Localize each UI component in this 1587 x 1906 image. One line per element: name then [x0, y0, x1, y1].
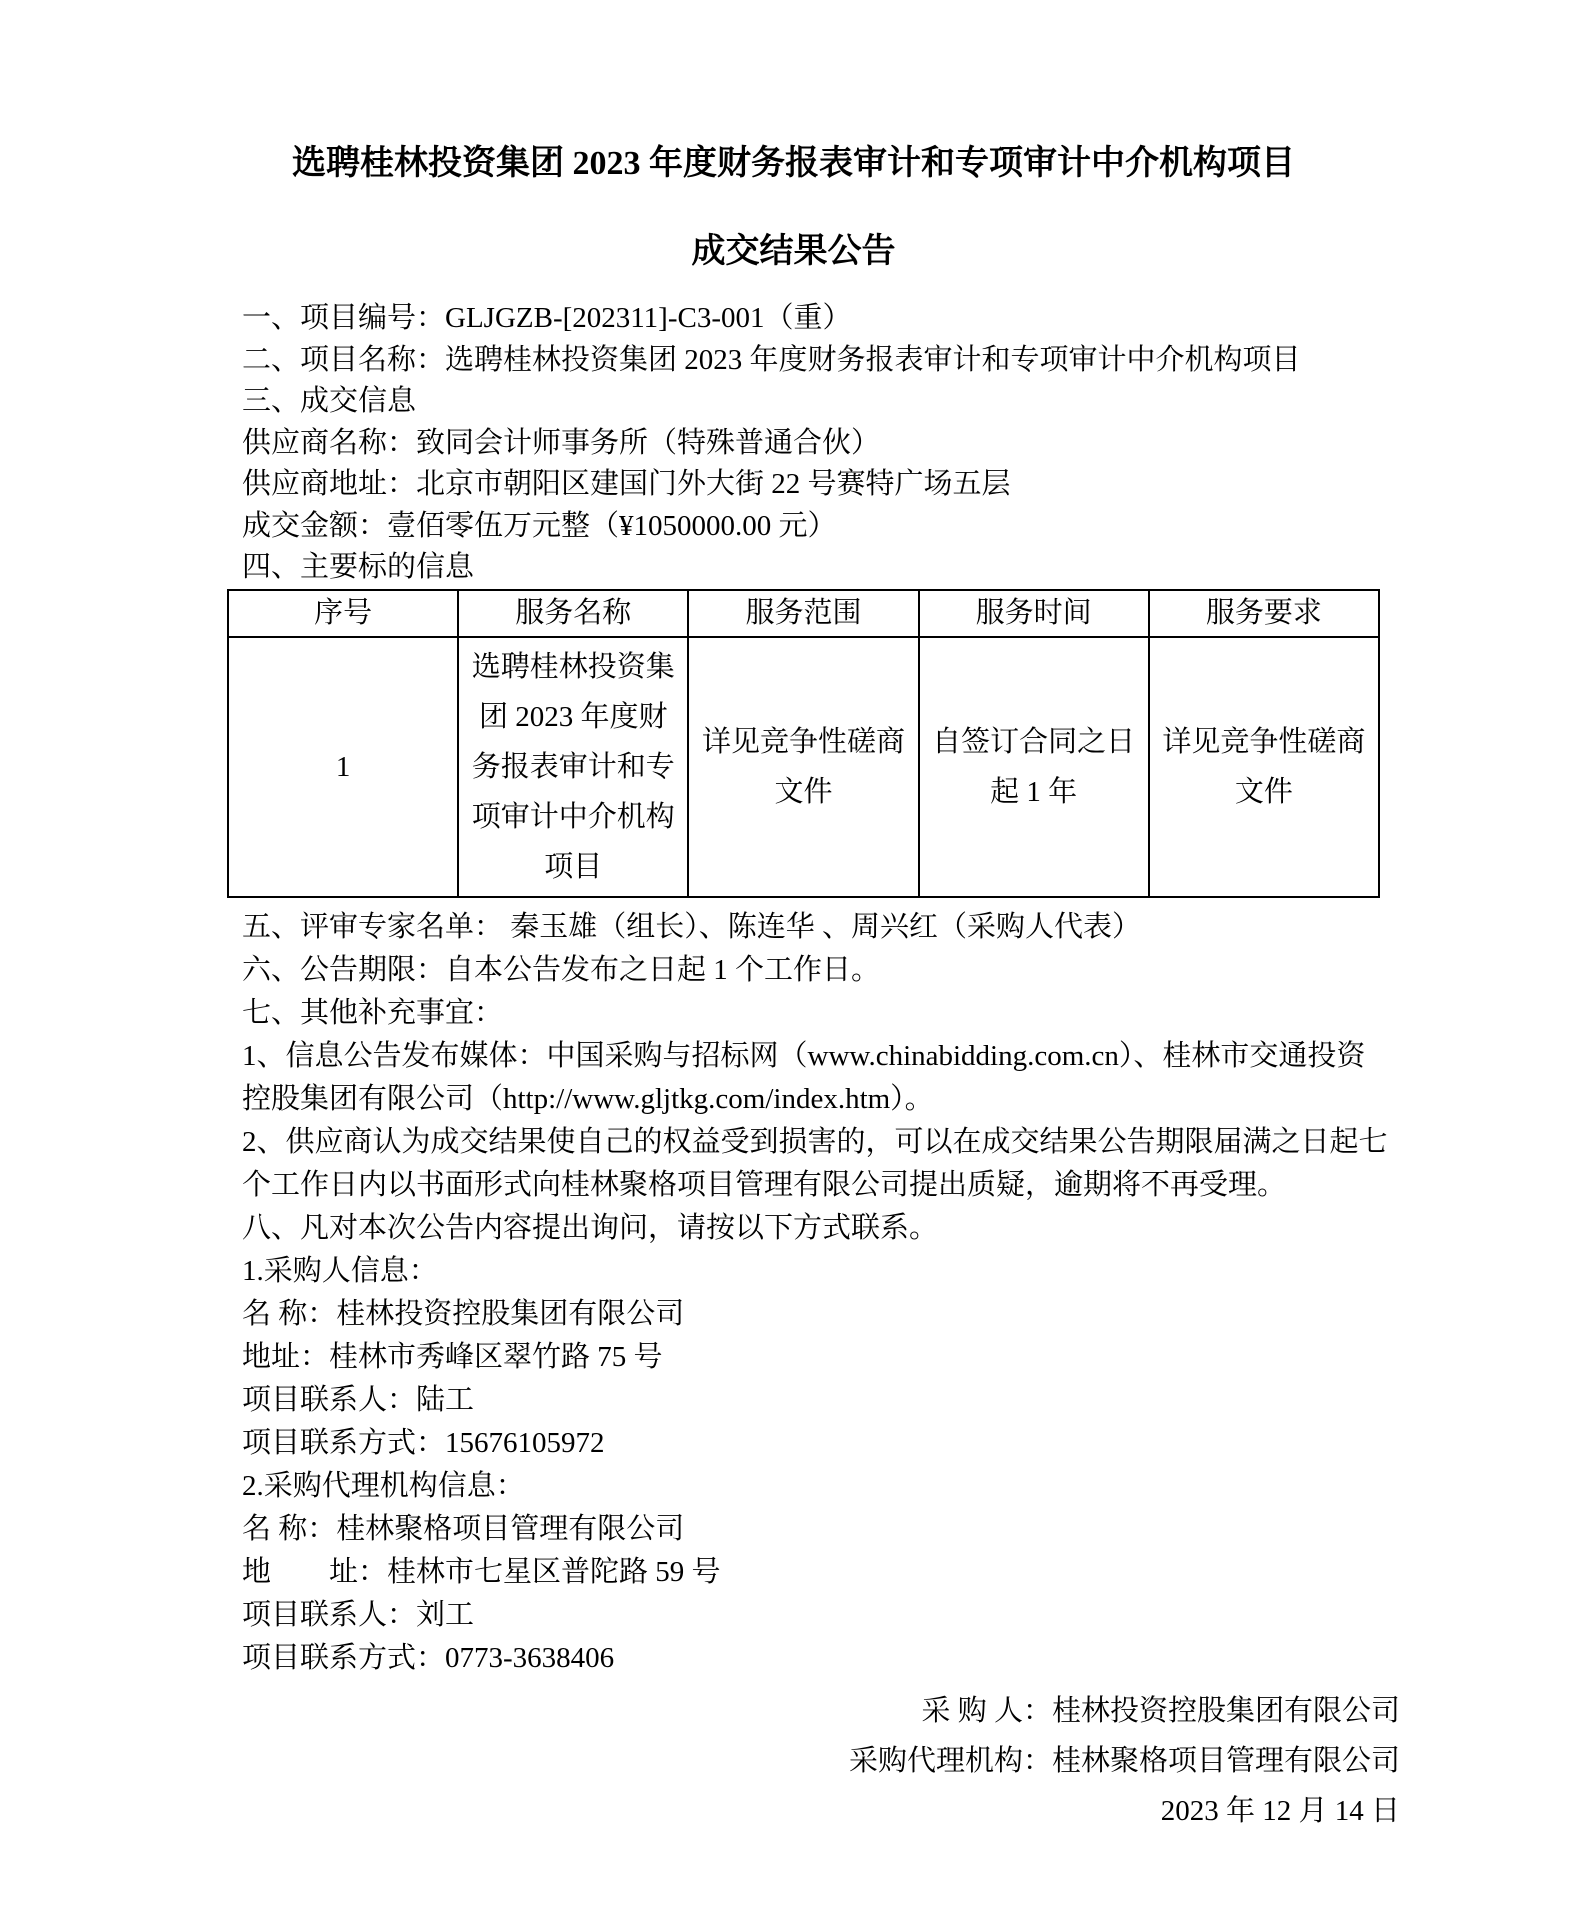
signature-block	[0, 1686, 1587, 1836]
paragraph-award-amount: 成交金额：壹佰零伍万元整（¥1050000.00 元）	[242, 509, 837, 542]
cell-seq: 1	[228, 637, 458, 897]
header-seq: 序号	[228, 590, 458, 637]
paragraph-experts: 五、评审专家名单： 秦玉雄（组长）、陈连华 、周兴红（采购人代表）	[242, 910, 1142, 943]
intro-section	[242, 298, 1437, 589]
signature-date: 2023 年 12 月 14 日	[1160, 1794, 1400, 1827]
cell-service-time: 自签订合同之日起 1 年	[919, 637, 1149, 897]
paragraph-main-items-heading: 四、主要标的信息	[242, 551, 475, 583]
header-service-time: 服务时间	[919, 590, 1149, 637]
header-service-requirements: 服务要求	[1149, 590, 1379, 637]
paragraph-buyer-name: 名 称：桂林投资控股集团有限公司	[242, 1297, 685, 1330]
paragraph-buyer-contact-phone: 项目联系方式：15676105972	[242, 1426, 605, 1459]
paragraph-supplier-name: 供应商名称：致同会计师事务所（特殊普通合伙）	[242, 426, 881, 459]
paragraph-project-name: 二、项目名称：选聘桂林投资集团 2023 年度财务报表审计和专项审计中介机构项目	[242, 343, 1301, 376]
paragraph-contact-heading: 八、凡对本次公告内容提出询问，请按以下方式联系。	[242, 1211, 939, 1244]
paragraph-supplementary-heading: 七、其他补充事宜：	[242, 996, 504, 1029]
paragraph-agency-name: 名 称：桂林聚格项目管理有限公司	[242, 1512, 685, 1545]
paragraph-agency-contact-person: 项目联系人：刘工	[242, 1598, 475, 1631]
document-title-line1: 选聘桂林投资集团 2023 年度财务报表审计和专项审计中介机构项目	[292, 145, 1295, 182]
paragraph-objection-line1: 2、供应商认为成交结果使自己的权益受到损害的，可以在成交结果公告期限届满之日起七	[242, 1125, 1388, 1158]
signature-buyer: 采 购 人：桂林投资控股集团有限公司	[921, 1694, 1400, 1727]
paragraph-media-line2: 控股集团有限公司（http://www.gljtkg.com/index.htm）。	[242, 1082, 934, 1115]
header-service-name: 服务名称	[458, 590, 688, 637]
paragraph-buyer-address: 地址：桂林市秀峰区翠竹路 75 号	[242, 1340, 663, 1373]
paragraph-media-line1: 1、信息公告发布媒体：中国采购与招标网（www.chinabidding.com.cn）、桂林市交通投资	[242, 1039, 1366, 1072]
paragraph-project-number: 一、项目编号：GLJGZB-[202311]-C3-001（重）	[242, 302, 852, 334]
body-section	[242, 906, 1467, 1680]
table-row	[228, 637, 1379, 897]
cell-service-requirements: 详见竞争性磋商文件	[1149, 637, 1379, 897]
cell-service-name: 选聘桂林投资集团 2023 年度财务报表审计和专项审计中介机构项目	[458, 637, 688, 897]
paragraph-objection-line2: 个工作日内以书面形式向桂林聚格项目管理有限公司提出质疑，逾期将不再受理。	[242, 1168, 1287, 1201]
signature-agency: 采购代理机构：桂林聚格项目管理有限公司	[848, 1744, 1400, 1777]
paragraph-buyer-contact-person: 项目联系人：陆工	[242, 1383, 475, 1416]
cell-service-scope: 详见竞争性磋商文件	[688, 637, 918, 897]
paragraph-award-info-heading: 三、成交信息	[242, 385, 417, 417]
header-service-scope: 服务范围	[688, 590, 918, 637]
paragraph-agency-info-heading: 2.采购代理机构信息：	[242, 1469, 525, 1502]
paragraph-agency-address: 地 址：桂林市七星区普陀路 59 号	[242, 1555, 721, 1588]
paragraph-agency-contact-phone: 项目联系方式：0773-3638406	[242, 1641, 615, 1674]
main-items-table	[227, 589, 1380, 898]
paragraph-announcement-period: 六、公告期限：自本公告发布之日起 1 个工作日。	[242, 953, 881, 986]
document-title-line2: 成交结果公告	[691, 233, 896, 270]
paragraph-supplier-address: 供应商地址：北京市朝阳区建国门外大街 22 号赛特广场五层	[242, 468, 1011, 500]
paragraph-buyer-info-heading: 1.采购人信息：	[242, 1254, 438, 1287]
table-header-row	[228, 590, 1379, 637]
